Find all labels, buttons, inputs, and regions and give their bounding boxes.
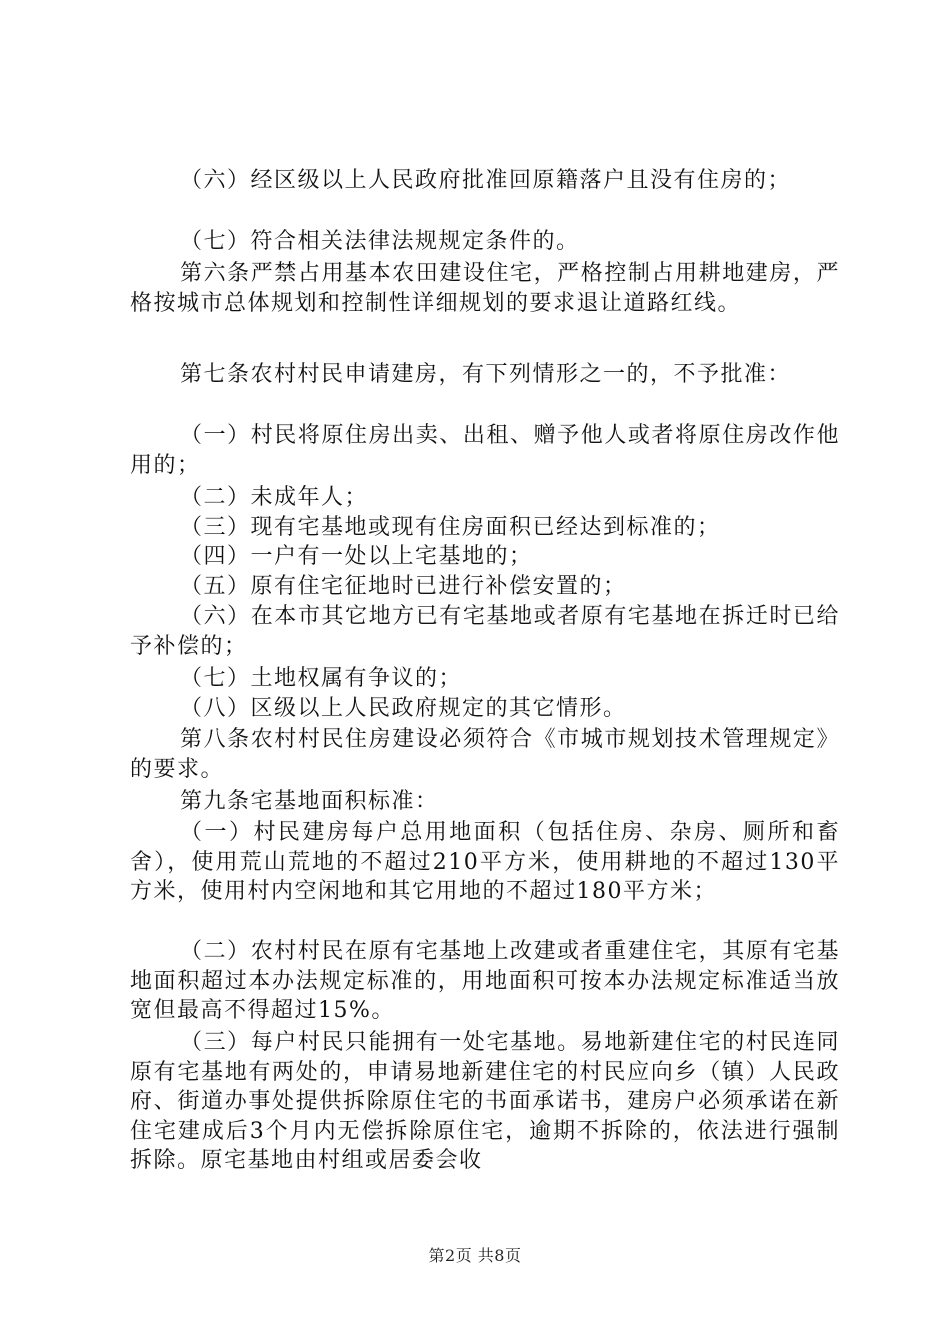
paragraph-article-8: 第八条农村村民住房建设必须符合《市城市规划技术管理规定》的要求。 [130, 727, 840, 782]
paragraph-a7-item-7: （七）土地权属有争议的； [180, 666, 463, 691]
paragraph-item-6-approved-return: （六）经区级以上人民政府批准回原籍落户且没有住房的； [180, 168, 792, 193]
paragraph-a7-item-5: （五）原有住宅征地时已进行补偿安置的； [180, 574, 627, 599]
paragraph-article-7: 第七条农村村民申请建房，有下列情形之一的，不予批准： [180, 362, 792, 387]
paragraph-article-6: 第六条严禁占用基本农田建设住宅，严格控制占用耕地建房，严格按城市总体规划和控制性详细规划的要求退让道路红线。 [130, 261, 840, 316]
paragraph-a7-item-4: （四）一户有一处以上宅基地的； [180, 544, 533, 569]
paragraph-item-7-legal-conditions: （七）符合相关法律法规规定条件的。 [180, 229, 580, 254]
page-number-footer: 第2页 共8页 [428, 1246, 522, 1265]
paragraph-a9-item-1: （一）村民建房每户总用地面积（包括住房、杂房、厕所和畜舍），使用荒山荒地的不超过210平方米，使用耕地的不超过130平方米，使用村内空闲地和其它用地的不超过180平方米； [130, 820, 841, 904]
paragraph-a9-item-3: （三）每户村民只能拥有一处宅基地。易地新建住宅的村民连同原有宅基地有两处的，申请易地新建住宅的村民应向乡（镇）人民政府、街道办事处提供拆除原住宅的书面承诺书，建房户必须承诺在新住宅建成后3个月内无偿拆除原住宅，逾期不拆除的，依法进行强制拆除。原宅基地由村组或居委会收 [130, 1030, 840, 1173]
paragraph-a7-item-8: （八）区级以上人民政府规定的其它情形。 [180, 696, 627, 721]
paragraph-a7-item-3: （三）现有宅基地或现有住房面积已经达到标准的； [180, 515, 721, 540]
paragraph-a7-item-2: （二）未成年人； [180, 485, 369, 510]
paragraph-a7-item-1: （一）村民将原住房出卖、出租、赠予他人或者将原住房改作他用的； [130, 423, 840, 478]
paragraph-article-9: 第九条宅基地面积标准： [180, 789, 439, 814]
paragraph-a9-item-2: （二）农村村民在原有宅基地上改建或者重建住宅，其原有宅基地面积超过本办法规定标准的，用地面积可按本办法规定标准适当放宽但最高不得超过15%。 [130, 939, 840, 1023]
paragraph-a7-item-6: （六）在本市其它地方已有宅基地或者原有宅基地在拆迁时已给予补偿的； [130, 604, 840, 659]
